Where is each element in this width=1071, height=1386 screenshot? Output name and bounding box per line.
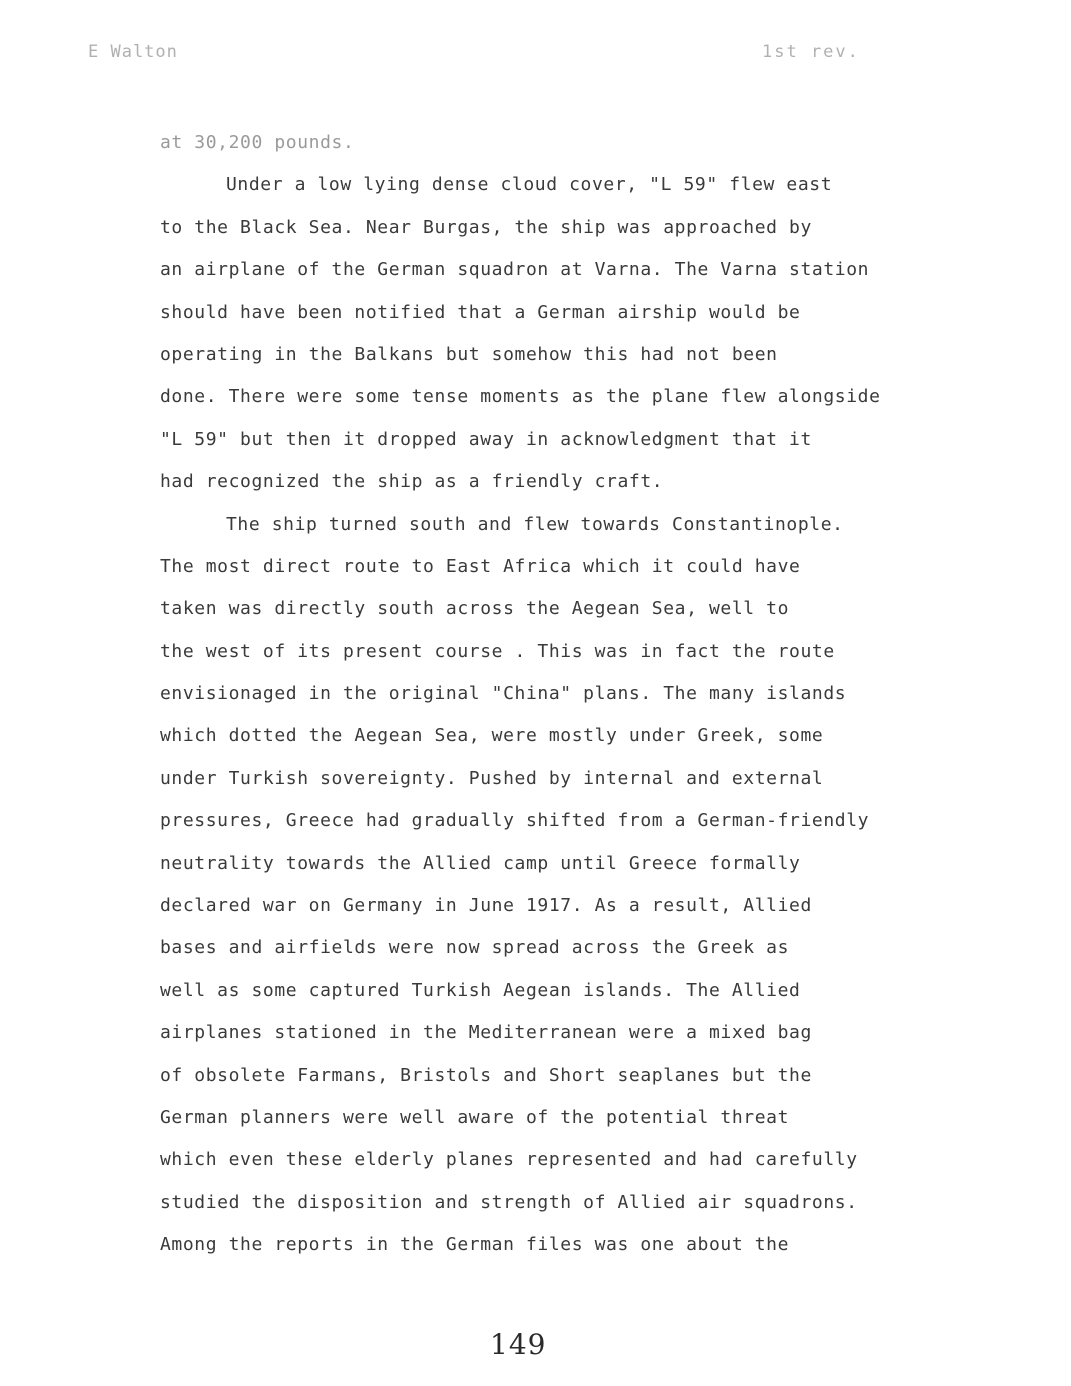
text-line: at 30,200 pounds.: [160, 132, 355, 153]
text-line: pressures, Greece had gradually shifted from a German-friendly: [160, 810, 870, 832]
text-line: The most direct route to East Africa which it could have: [160, 555, 801, 577]
text-line: of obsolete Farmans, Bristols and Short seaplanes but the: [160, 1064, 812, 1086]
header-author: E Walton: [88, 42, 178, 62]
body-text: [160, 122, 1050, 1267]
header-revision: 1st rev.: [762, 42, 860, 62]
text-line: The ship turned south and flew towards Constantinople.: [226, 513, 844, 535]
text-line: declared war on Germany in June 1917. As a result, Allied: [160, 895, 812, 917]
text-line: to the Black Sea. Near Burgas, the ship was approached by: [160, 216, 812, 238]
text-line: airplanes stationed in the Mediterranean were a mixed bag: [160, 1022, 812, 1044]
text-line: the west of its present course . This was in fact the route: [160, 640, 835, 662]
text-line: Among the reports in the German files was one about the: [160, 1234, 790, 1256]
text-line: an airplane of the German squadron at Varna. The Varna station: [160, 259, 870, 281]
text-line: operating in the Balkans but somehow this had not been: [160, 343, 778, 365]
text-line: which dotted the Aegean Sea, were mostly under Greek, some: [160, 725, 824, 747]
text-line: studied the disposition and strength of Allied air squadrons.: [160, 1191, 858, 1213]
text-line: which even these elderly planes represented and had carefully: [160, 1149, 858, 1171]
text-line: taken was directly south across the Aegean Sea, well to: [160, 598, 790, 620]
text-line: under Turkish sovereignty. Pushed by internal and external: [160, 767, 824, 789]
text-line: Under a low lying dense cloud cover, "L 59" flew east: [226, 174, 833, 196]
page-number: 149: [490, 1328, 547, 1361]
text-line: envisionaged in the original "China" plans. The many islands: [160, 683, 847, 705]
text-line: bases and airfields were now spread across the Greek as: [160, 937, 790, 959]
text-line: German planners were well aware of the potential threat: [160, 1106, 790, 1128]
text-line: neutrality towards the Allied camp until Greece formally: [160, 852, 801, 874]
text-line: well as some captured Turkish Aegean islands. The Allied: [160, 979, 801, 1001]
text-line: had recognized the ship as a friendly craft.: [160, 471, 664, 493]
text-line: "L 59" but then it dropped away in acknowledgment that it: [160, 428, 812, 450]
text-line: should have been notified that a German airship would be: [160, 301, 801, 323]
text-line: done. There were some tense moments as the plane flew alongside: [160, 386, 881, 408]
